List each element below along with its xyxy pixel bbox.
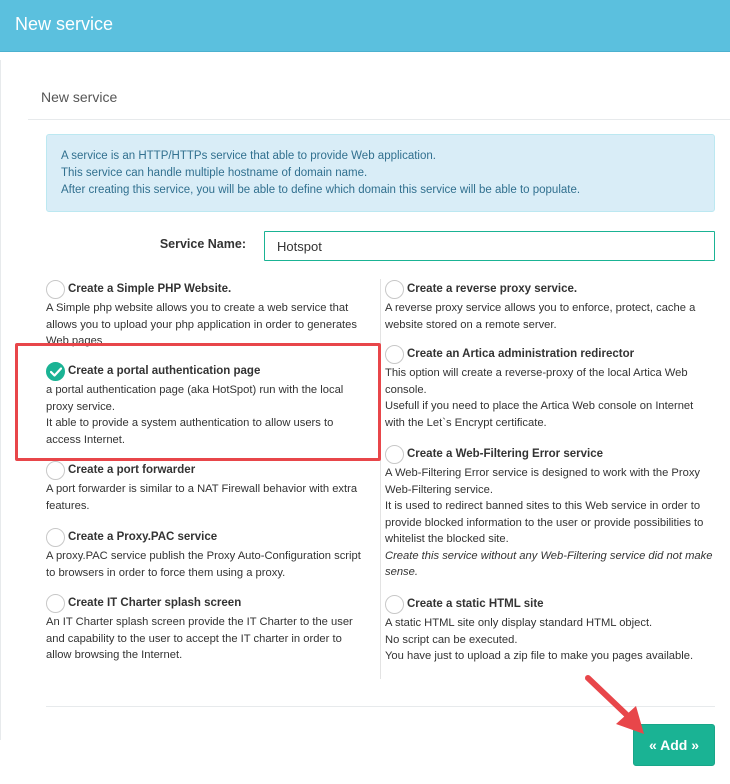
modal-header xyxy=(0,0,730,52)
option-title: Create a Web-Filtering Error service xyxy=(407,448,603,460)
option-note-line: Create this service without any Web-Filtering service did not make xyxy=(385,549,713,562)
option-port-forwarder[interactable] xyxy=(46,461,357,514)
option-title: Create a Proxy.PAC service xyxy=(68,531,218,543)
option-desc-line: provide blocked information to the user or provide possibilities to xyxy=(385,516,704,529)
option-desc-line: allows you to upload your php application in order to generates xyxy=(46,318,357,331)
option-desc-line: features. xyxy=(46,499,90,512)
option-desc-line: allow browsing the Internet. xyxy=(46,649,183,661)
option-reverse-proxy[interactable] xyxy=(385,280,695,333)
option-desc-line: A Web-Filtering Error service is designed to work with the Proxy xyxy=(385,467,701,479)
service-name-label: Service Name: xyxy=(159,237,246,251)
option-desc-line: A proxy.PAC service publish the Proxy Auto-Configuration script xyxy=(46,550,361,562)
radio-proxy-pac[interactable] xyxy=(46,528,65,547)
option-title: Create a reverse proxy service. xyxy=(407,283,578,295)
panel-left-border xyxy=(0,60,1,740)
radio-simple-php[interactable] xyxy=(46,280,65,299)
option-proxy-pac[interactable] xyxy=(46,528,361,581)
option-title: Create a portal authentication page xyxy=(68,365,261,377)
add-button[interactable]: « Add » xyxy=(633,724,715,766)
option-desc-line: proxy service. xyxy=(46,400,116,413)
option-desc-line: It is used to redirect banned sites to this Web service in order to xyxy=(385,500,701,512)
option-title: Create a port forwarder xyxy=(68,464,196,476)
panel-subtitle: New service xyxy=(41,89,118,105)
option-title: Create a Simple PHP Website. xyxy=(68,283,232,295)
service-name-input[interactable] xyxy=(264,231,715,261)
highlight-box xyxy=(15,343,381,461)
option-desc-line: and capability to the user to accept the IT charter in order to xyxy=(46,632,342,645)
option-static-html[interactable] xyxy=(385,595,693,665)
option-desc-line: Web pages xyxy=(46,335,103,347)
option-desc-line: to browsers in order to force them using a proxy. xyxy=(46,566,286,579)
option-desc-line: whitelist the blocked site. xyxy=(385,533,509,545)
column-divider xyxy=(380,279,381,679)
info-alert xyxy=(46,134,715,212)
arrow-annotation-icon xyxy=(578,668,658,748)
option-desc-line: a portal authentication page (aka HotSpot) run with the local xyxy=(46,384,344,396)
radio-reverse-proxy[interactable] xyxy=(385,280,404,299)
option-title: Create IT Charter splash screen xyxy=(68,597,242,609)
radio-it-charter[interactable] xyxy=(46,594,65,613)
option-it-charter[interactable] xyxy=(46,594,353,664)
option-note-line: sense. xyxy=(385,566,418,578)
option-desc-line: A static HTML site only display standard HTML object. xyxy=(385,617,653,629)
info-line: After creating this service, you will be able to define which domain this service will be able to populate. xyxy=(61,184,581,196)
option-desc-line: Web-Filtering service. xyxy=(385,483,493,496)
option-desc-line: access Internet. xyxy=(46,433,125,446)
option-desc-line: with the Let`s Encrypt certificate. xyxy=(385,416,547,429)
option-desc-line: Usefull if you need to place the Artica Web console on Internet xyxy=(385,400,694,412)
radio-web-filtering[interactable] xyxy=(385,445,404,464)
option-desc-line: It able to provide a system authentication to allow users to xyxy=(46,417,334,429)
info-line: This service can handle multiple hostname of domain name. xyxy=(61,167,368,179)
option-desc-line: A Simple php website allows you to create a web service that xyxy=(46,302,349,314)
option-desc-line: You have just to upload a zip file to make you pages available. xyxy=(385,650,694,662)
info-line: A service is an HTTP/HTTPs service that able to provide Web application. xyxy=(61,150,436,162)
option-desc-line: console. xyxy=(385,383,427,396)
option-simple-php[interactable] xyxy=(46,280,357,350)
option-web-filtering[interactable] xyxy=(385,445,712,581)
option-desc-line: website stored on a remote server. xyxy=(385,318,557,331)
option-title: Create an Artica administration redirector xyxy=(407,348,635,360)
radio-static-html[interactable] xyxy=(385,595,404,614)
divider xyxy=(28,119,730,120)
option-title: Create a static HTML site xyxy=(407,598,544,610)
option-desc-line: An IT Charter splash screen provide the IT Charter to the user xyxy=(46,616,353,628)
option-desc-line: A port forwarder is similar to a NAT Firewall behavior with extra xyxy=(46,483,358,495)
option-desc-line: A reverse proxy service allows you to enforce, protect, cache a xyxy=(385,302,696,314)
modal-title: New service xyxy=(15,14,114,34)
option-artica-admin[interactable] xyxy=(385,345,693,431)
radio-artica-admin[interactable] xyxy=(385,345,404,364)
option-desc-line: No script can be executed. xyxy=(385,633,518,646)
option-desc-line: This option will create a reverse-proxy of the local Artica Web xyxy=(385,367,688,379)
radio-port-forwarder[interactable] xyxy=(46,461,65,480)
